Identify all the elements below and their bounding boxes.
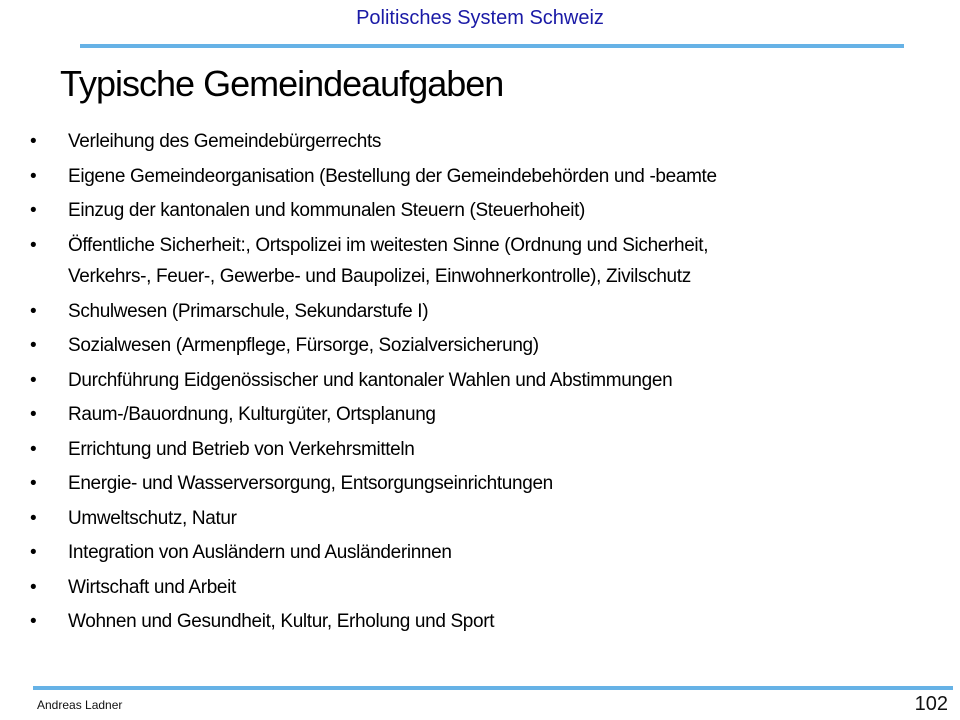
bullet-item	[30, 434, 920, 466]
bullet-icon: •	[30, 576, 37, 598]
bullet-text: Umweltschutz, Natur	[68, 507, 237, 529]
bullet-item	[30, 606, 920, 638]
bullet-icon: •	[30, 335, 37, 356]
bullet-item	[30, 126, 920, 158]
bullet-text: Einzug der kantonalen und kommunalen Steuern (Steuerhoheit)	[68, 200, 585, 221]
bullet-icon: •	[30, 369, 37, 391]
bullet-item	[30, 330, 920, 362]
bullet-icon: •	[30, 200, 37, 221]
bullet-list	[30, 126, 920, 641]
bullet-text: Wohnen und Gesundheit, Kultur, Erholung und Sport	[68, 611, 495, 632]
bullet-text: Errichtung und Betrieb von Verkehrsmitteln	[68, 438, 415, 460]
top-divider	[80, 44, 904, 48]
bottom-divider	[33, 686, 953, 690]
bullet-text: Durchführung Eidgenössischer und kantonaler Wahlen und Abstimmungen	[68, 369, 673, 391]
bullet-icon: •	[30, 611, 37, 632]
bullet-icon: •	[30, 300, 37, 322]
page-number: 102	[914, 693, 948, 715]
bullet-text: Integration von Ausländern und Ausländerinnen	[68, 542, 452, 563]
bullet-item	[30, 572, 920, 604]
bullet-item	[30, 365, 920, 397]
bullet-item	[30, 399, 920, 431]
bullet-item	[30, 537, 920, 569]
bullet-text: Energie- und Wasserversorgung, Entsorgungseinrichtungen	[68, 473, 553, 494]
bullet-text: Eigene Gemeindeorganisation (Bestellung der Gemeindebehörden und -beamte	[68, 165, 717, 187]
bullet-text: Sozialwesen (Armenpflege, Fürsorge, Sozialversicherung)	[68, 335, 539, 356]
bullet-icon: •	[30, 234, 37, 256]
bullet-text: Verleihung des Gemeindebürgerrechts	[68, 131, 382, 152]
header-title: Politisches System Schweiz	[356, 7, 604, 29]
bullet-icon: •	[30, 542, 37, 563]
bullet-item	[30, 195, 920, 227]
bullet-item	[30, 161, 920, 193]
bullet-item	[30, 468, 920, 500]
bullet-text: Wirtschaft und Arbeit	[68, 576, 236, 598]
slide-title: Typische Gemeindeaufgaben	[60, 63, 504, 104]
bullet-item	[30, 296, 920, 328]
bullet-icon: •	[30, 438, 37, 460]
bullet-icon: •	[30, 473, 37, 494]
bullet-text-line-1: Öffentliche Sicherheit:, Ortspolizei im weitesten Sinne (Ordnung und Sicherheit,	[68, 234, 709, 256]
bullet-icon: •	[30, 165, 37, 187]
bullet-icon: •	[30, 404, 37, 425]
bullet-icon: •	[30, 131, 37, 152]
bullet-icon: •	[30, 507, 37, 529]
bullet-item	[30, 230, 920, 293]
bullet-text-line-2: Verkehrs-, Feuer-, Gewerbe- und Baupolizei, Einwohnerkontrolle), Zivilschutz	[68, 266, 691, 287]
bullet-text: Raum-/Bauordnung, Kulturgüter, Ortsplanung	[68, 404, 436, 425]
bullet-text: Schulwesen (Primarschule, Sekundarstufe I)	[68, 300, 429, 322]
bullet-item	[30, 503, 920, 535]
author-name: Andreas Ladner	[37, 698, 123, 712]
